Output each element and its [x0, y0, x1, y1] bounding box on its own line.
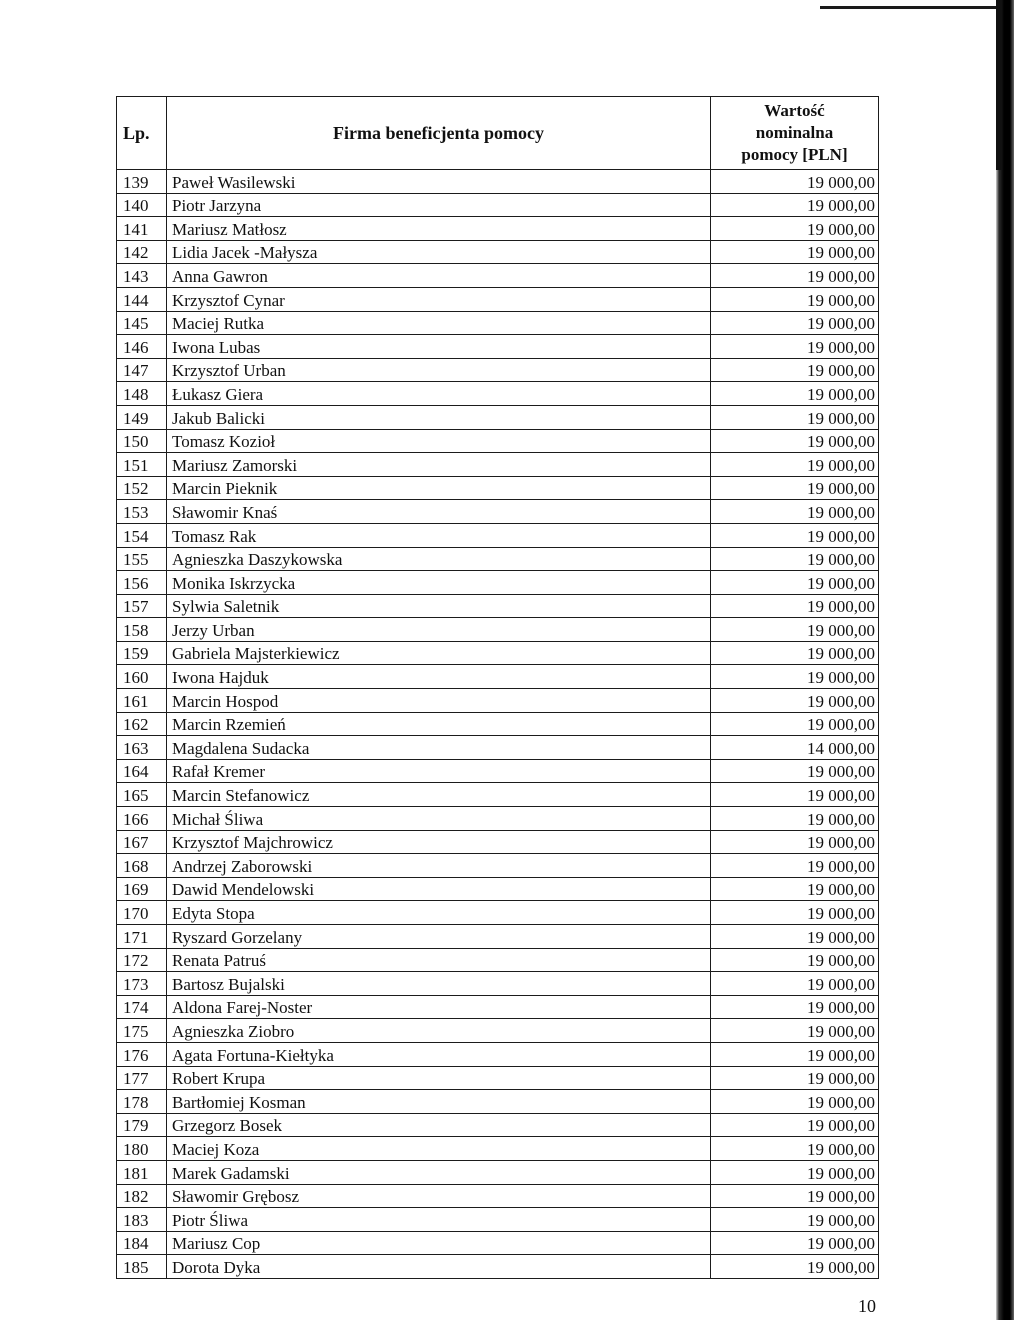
table-row [117, 523, 879, 547]
row-beneficiary-name: Maciej Koza [167, 1137, 711, 1161]
row-lp: 185 [117, 1255, 167, 1279]
row-lp: 182 [117, 1184, 167, 1208]
row-lp: 161 [117, 689, 167, 713]
table-row [117, 618, 879, 642]
row-beneficiary-name: Sylwia Saletnik [167, 594, 711, 618]
row-beneficiary-name: Gabriela Majsterkiewicz [167, 641, 711, 665]
header-row [117, 97, 879, 170]
row-nominal-value: 19 000,00 [711, 1042, 879, 1066]
row-nominal-value: 19 000,00 [711, 712, 879, 736]
row-lp: 142 [117, 240, 167, 264]
row-lp: 174 [117, 995, 167, 1019]
row-beneficiary-name: Andrzej Zaborowski [167, 854, 711, 878]
row-beneficiary-name: Marcin Pieknik [167, 476, 711, 500]
row-lp: 181 [117, 1160, 167, 1184]
row-beneficiary-name: Agnieszka Daszykowska [167, 547, 711, 571]
table-header [117, 97, 879, 170]
table-row [117, 972, 879, 996]
row-nominal-value: 19 000,00 [711, 972, 879, 996]
row-lp: 163 [117, 736, 167, 760]
table-row [117, 807, 879, 831]
row-beneficiary-name: Agnieszka Ziobro [167, 1019, 711, 1043]
row-beneficiary-name: Piotr Śliwa [167, 1208, 711, 1232]
row-nominal-value: 19 000,00 [711, 807, 879, 831]
row-beneficiary-name: Jakub Balicki [167, 405, 711, 429]
table-row [117, 429, 879, 453]
row-lp: 179 [117, 1113, 167, 1137]
row-lp: 162 [117, 712, 167, 736]
table-row [117, 948, 879, 972]
row-nominal-value: 19 000,00 [711, 264, 879, 288]
table-row [117, 1019, 879, 1043]
row-nominal-value: 19 000,00 [711, 1113, 879, 1137]
table-row [117, 547, 879, 571]
table-row [117, 641, 879, 665]
row-lp: 184 [117, 1231, 167, 1255]
row-lp: 175 [117, 1019, 167, 1043]
header-value-line3: pomocy [PLN] [741, 145, 848, 164]
row-nominal-value: 19 000,00 [711, 311, 879, 335]
row-nominal-value: 19 000,00 [711, 405, 879, 429]
row-beneficiary-name: Iwona Hajduk [167, 665, 711, 689]
row-lp: 155 [117, 547, 167, 571]
row-nominal-value: 19 000,00 [711, 1137, 879, 1161]
row-beneficiary-name: Rafał Kremer [167, 759, 711, 783]
table-row [117, 311, 879, 335]
header-value [711, 97, 879, 170]
row-nominal-value: 19 000,00 [711, 382, 879, 406]
row-beneficiary-name: Tomasz Rak [167, 523, 711, 547]
table-row [117, 335, 879, 359]
table-row [117, 1113, 879, 1137]
row-lp: 139 [117, 170, 167, 194]
row-beneficiary-name: Marcin Stefanowicz [167, 783, 711, 807]
row-lp: 158 [117, 618, 167, 642]
table-row [117, 287, 879, 311]
row-lp: 145 [117, 311, 167, 335]
row-nominal-value: 19 000,00 [711, 1208, 879, 1232]
table-row [117, 783, 879, 807]
row-beneficiary-name: Monika Iskrzycka [167, 571, 711, 595]
row-beneficiary-name: Bartłomiej Kosman [167, 1090, 711, 1114]
table-row [117, 1066, 879, 1090]
header-value-line2: nominalna [755, 123, 834, 142]
row-lp: 170 [117, 901, 167, 925]
row-lp: 147 [117, 358, 167, 382]
table-row [117, 877, 879, 901]
row-nominal-value: 19 000,00 [711, 1184, 879, 1208]
row-beneficiary-name: Iwona Lubas [167, 335, 711, 359]
row-beneficiary-name: Marcin Hospod [167, 689, 711, 713]
aid-recipients-table [116, 96, 879, 1279]
header-firm: Firma beneficjenta pomocy [167, 97, 711, 170]
row-lp: 153 [117, 500, 167, 524]
row-lp: 148 [117, 382, 167, 406]
page-number: 10 [858, 1296, 876, 1316]
table-row [117, 995, 879, 1019]
table-row [117, 193, 879, 217]
row-nominal-value: 19 000,00 [711, 995, 879, 1019]
row-beneficiary-name: Edyta Stopa [167, 901, 711, 925]
row-beneficiary-name: Bartosz Bujalski [167, 972, 711, 996]
row-nominal-value: 19 000,00 [711, 641, 879, 665]
row-nominal-value: 19 000,00 [711, 1019, 879, 1043]
table-row [117, 453, 879, 477]
row-beneficiary-name: Anna Gawron [167, 264, 711, 288]
table-row [117, 665, 879, 689]
row-nominal-value: 19 000,00 [711, 901, 879, 925]
scan-artifact-edge [996, 0, 1014, 1320]
row-beneficiary-name: Paweł Wasilewski [167, 170, 711, 194]
row-beneficiary-name: Lidia Jacek -Małysza [167, 240, 711, 264]
row-nominal-value: 19 000,00 [711, 335, 879, 359]
row-beneficiary-name: Jerzy Urban [167, 618, 711, 642]
table-row [117, 170, 879, 194]
table-row [117, 1208, 879, 1232]
table-row [117, 759, 879, 783]
row-nominal-value: 19 000,00 [711, 287, 879, 311]
row-nominal-value: 19 000,00 [711, 665, 879, 689]
row-lp: 180 [117, 1137, 167, 1161]
row-nominal-value: 19 000,00 [711, 523, 879, 547]
row-beneficiary-name: Mariusz Zamorski [167, 453, 711, 477]
row-nominal-value: 19 000,00 [711, 358, 879, 382]
row-lp: 171 [117, 925, 167, 949]
row-lp: 144 [117, 287, 167, 311]
row-lp: 167 [117, 830, 167, 854]
row-beneficiary-name: Tomasz Kozioł [167, 429, 711, 453]
row-nominal-value: 14 000,00 [711, 736, 879, 760]
row-lp: 164 [117, 759, 167, 783]
row-lp: 176 [117, 1042, 167, 1066]
row-nominal-value: 19 000,00 [711, 759, 879, 783]
row-nominal-value: 19 000,00 [711, 877, 879, 901]
row-beneficiary-name: Dawid Mendelowski [167, 877, 711, 901]
table-row [117, 240, 879, 264]
row-nominal-value: 19 000,00 [711, 193, 879, 217]
table-row [117, 1231, 879, 1255]
row-lp: 160 [117, 665, 167, 689]
row-lp: 157 [117, 594, 167, 618]
row-beneficiary-name: Sławomir Grębosz [167, 1184, 711, 1208]
row-nominal-value: 19 000,00 [711, 453, 879, 477]
row-beneficiary-name: Łukasz Giera [167, 382, 711, 406]
row-beneficiary-name: Agata Fortuna-Kiełtyka [167, 1042, 711, 1066]
row-beneficiary-name: Marek Gadamski [167, 1160, 711, 1184]
scan-artifact-line [820, 6, 998, 9]
table-row [117, 712, 879, 736]
row-lp: 168 [117, 854, 167, 878]
table-row [117, 500, 879, 524]
row-lp: 146 [117, 335, 167, 359]
table-row [117, 1090, 879, 1114]
row-beneficiary-name: Marcin Rzemień [167, 712, 711, 736]
table-row [117, 925, 879, 949]
row-nominal-value: 19 000,00 [711, 217, 879, 241]
row-beneficiary-name: Aldona Farej-Noster [167, 995, 711, 1019]
table-row [117, 901, 879, 925]
row-beneficiary-name: Piotr Jarzyna [167, 193, 711, 217]
row-lp: 169 [117, 877, 167, 901]
row-lp: 152 [117, 476, 167, 500]
row-beneficiary-name: Krzysztof Cynar [167, 287, 711, 311]
row-beneficiary-name: Sławomir Knaś [167, 500, 711, 524]
row-nominal-value: 19 000,00 [711, 689, 879, 713]
row-nominal-value: 19 000,00 [711, 170, 879, 194]
row-beneficiary-name: Robert Krupa [167, 1066, 711, 1090]
table-row [117, 1184, 879, 1208]
row-lp: 173 [117, 972, 167, 996]
row-nominal-value: 19 000,00 [711, 547, 879, 571]
table-row [117, 571, 879, 595]
row-lp: 151 [117, 453, 167, 477]
row-lp: 166 [117, 807, 167, 831]
row-lp: 143 [117, 264, 167, 288]
header-value-line1: Wartość [764, 101, 825, 120]
row-lp: 141 [117, 217, 167, 241]
row-beneficiary-name: Renata Patruś [167, 948, 711, 972]
row-lp: 172 [117, 948, 167, 972]
table-row [117, 476, 879, 500]
table-row [117, 830, 879, 854]
row-lp: 156 [117, 571, 167, 595]
row-nominal-value: 19 000,00 [711, 1090, 879, 1114]
row-nominal-value: 19 000,00 [711, 618, 879, 642]
row-nominal-value: 19 000,00 [711, 476, 879, 500]
table-row [117, 594, 879, 618]
row-nominal-value: 19 000,00 [711, 429, 879, 453]
table-row [117, 264, 879, 288]
row-lp: 165 [117, 783, 167, 807]
row-nominal-value: 19 000,00 [711, 1255, 879, 1279]
row-beneficiary-name: Krzysztof Urban [167, 358, 711, 382]
row-nominal-value: 19 000,00 [711, 925, 879, 949]
row-beneficiary-name: Maciej Rutka [167, 311, 711, 335]
table-row [117, 736, 879, 760]
row-beneficiary-name: Dorota Dyka [167, 1255, 711, 1279]
row-nominal-value: 19 000,00 [711, 240, 879, 264]
table-row [117, 1137, 879, 1161]
row-lp: 177 [117, 1066, 167, 1090]
row-beneficiary-name: Michał Śliwa [167, 807, 711, 831]
row-nominal-value: 19 000,00 [711, 594, 879, 618]
header-lp: Lp. [117, 97, 167, 170]
scan-artifact-edge-top [996, 0, 1002, 170]
row-beneficiary-name: Magdalena Sudacka [167, 736, 711, 760]
table-row [117, 1255, 879, 1279]
table-row [117, 405, 879, 429]
row-beneficiary-name: Mariusz Matłosz [167, 217, 711, 241]
row-nominal-value: 19 000,00 [711, 783, 879, 807]
table-row [117, 358, 879, 382]
table-row [117, 382, 879, 406]
row-nominal-value: 19 000,00 [711, 500, 879, 524]
row-lp: 178 [117, 1090, 167, 1114]
table-row [117, 1160, 879, 1184]
row-lp: 159 [117, 641, 167, 665]
row-nominal-value: 19 000,00 [711, 830, 879, 854]
row-beneficiary-name: Grzegorz Bosek [167, 1113, 711, 1137]
row-lp: 154 [117, 523, 167, 547]
row-nominal-value: 19 000,00 [711, 1066, 879, 1090]
table-row [117, 854, 879, 878]
row-beneficiary-name: Ryszard Gorzelany [167, 925, 711, 949]
row-beneficiary-name: Mariusz Cop [167, 1231, 711, 1255]
row-lp: 183 [117, 1208, 167, 1232]
row-lp: 140 [117, 193, 167, 217]
row-lp: 150 [117, 429, 167, 453]
row-lp: 149 [117, 405, 167, 429]
row-nominal-value: 19 000,00 [711, 1160, 879, 1184]
row-nominal-value: 19 000,00 [711, 854, 879, 878]
table-row [117, 217, 879, 241]
row-nominal-value: 19 000,00 [711, 1231, 879, 1255]
table-row [117, 1042, 879, 1066]
row-beneficiary-name: Krzysztof Majchrowicz [167, 830, 711, 854]
row-nominal-value: 19 000,00 [711, 571, 879, 595]
row-nominal-value: 19 000,00 [711, 948, 879, 972]
table-body [117, 170, 879, 1279]
table-row [117, 689, 879, 713]
